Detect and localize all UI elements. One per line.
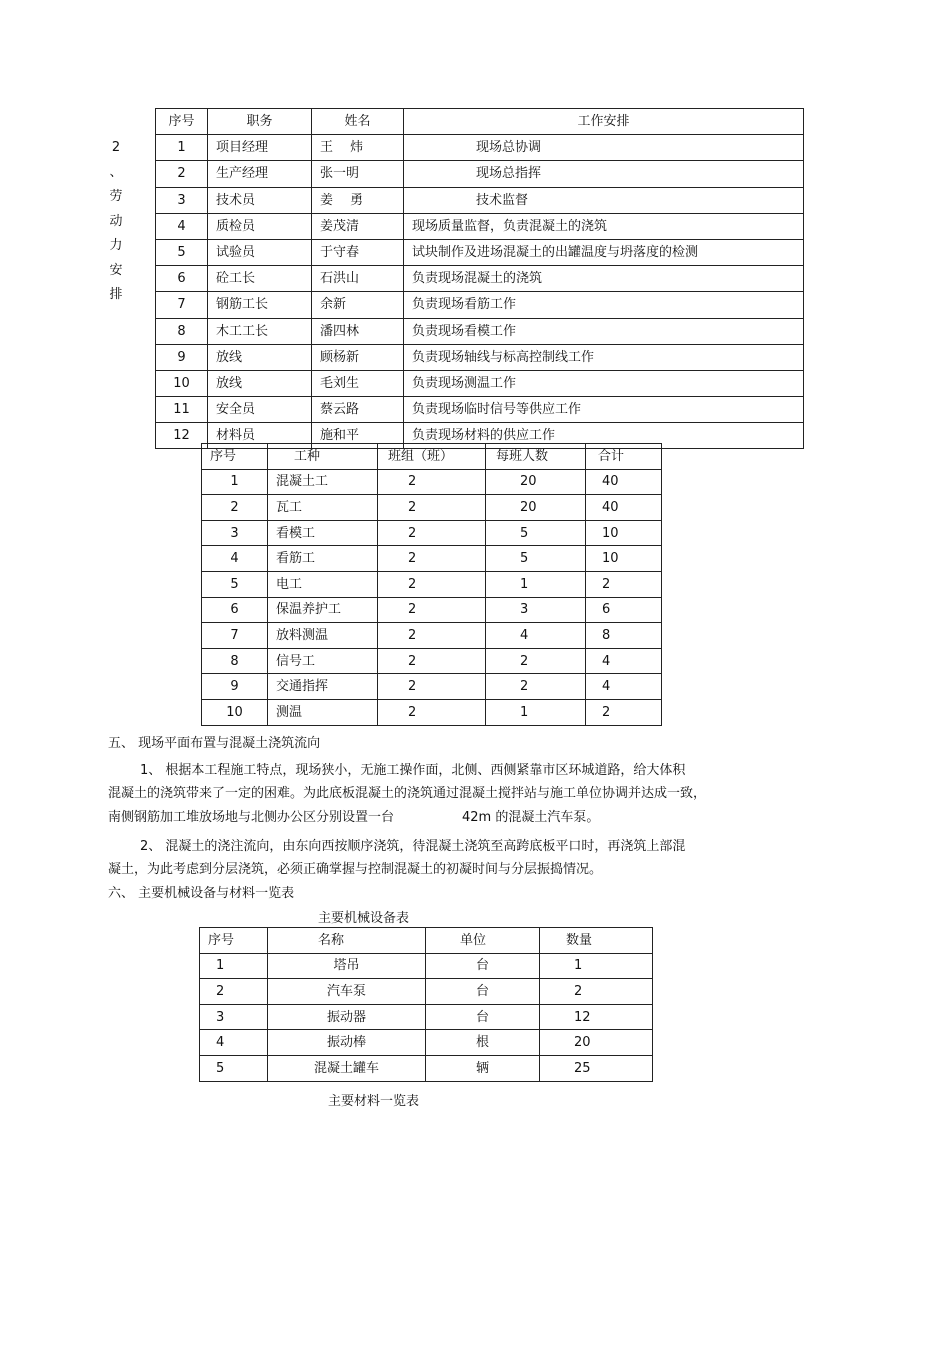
table-cell: 测温	[268, 699, 378, 725]
table-cell: 10	[156, 370, 208, 396]
section-2-label-char: 力	[109, 238, 123, 253]
table-cell: 钢筋工长	[208, 292, 312, 318]
table-cell: 生产经理	[208, 161, 312, 187]
table-cell: 10	[586, 520, 662, 546]
table-row	[200, 953, 653, 979]
table-cell: 塔吊	[268, 953, 426, 979]
table-cell: 5	[202, 571, 268, 597]
table-cell: 9	[156, 344, 208, 370]
table-cell: 混凝土罐车	[268, 1055, 426, 1081]
table-header-cell: 每班人数	[486, 444, 586, 470]
table-row	[156, 370, 804, 396]
table-cell: 保温养护工	[268, 597, 378, 623]
table-header-cell: 工种	[268, 444, 378, 470]
section-2-label-char: 劳	[109, 189, 123, 204]
table-cell: 11	[156, 397, 208, 423]
table-cell: 负责现场看模工作	[404, 318, 804, 344]
table-cell: 4	[486, 623, 586, 649]
table-cell: 2	[202, 495, 268, 521]
table-cell: 施和平	[312, 423, 404, 449]
table-cell: 7	[202, 623, 268, 649]
table-row	[200, 979, 653, 1005]
table-cell: 2	[378, 648, 486, 674]
table-cell: 试验员	[208, 239, 312, 265]
table-cell: 混凝土工	[268, 469, 378, 495]
table-row	[156, 187, 804, 213]
table-cell: 姜 勇	[312, 187, 404, 213]
table-cell: 3	[486, 597, 586, 623]
section-2-label-char: 安	[109, 262, 123, 278]
table-cell: 10	[202, 699, 268, 725]
table-cell: 4	[156, 213, 208, 239]
table-row	[202, 571, 662, 597]
table-cell: 现场总协调	[404, 135, 804, 161]
section-2-label-char: 排	[109, 287, 123, 302]
table-cell: 2	[378, 546, 486, 572]
table-cell: 放线	[208, 344, 312, 370]
table-cell: 负责现场材料的供应工作	[404, 423, 804, 449]
table-header-cell: 名称	[268, 928, 426, 954]
table-cell: 台	[426, 979, 540, 1005]
table-cell: 2	[200, 979, 268, 1005]
table-cell: 12	[156, 423, 208, 449]
table-row	[200, 1004, 653, 1030]
table-header-cell: 合计	[586, 444, 662, 470]
table-cell: 40	[586, 469, 662, 495]
table-cell: 现场总指挥	[404, 161, 804, 187]
table-cell: 振动棒	[268, 1030, 426, 1056]
table-cell: 8	[202, 648, 268, 674]
table-cell: 石洪山	[312, 266, 404, 292]
table-row	[156, 213, 804, 239]
table-cell: 振动器	[268, 1004, 426, 1030]
table-row	[156, 161, 804, 187]
table-cell: 汽车泵	[268, 979, 426, 1005]
table-row	[156, 344, 804, 370]
table-cell: 交通指挥	[268, 674, 378, 700]
table-cell: 电工	[268, 571, 378, 597]
materials-table-caption: 主要材料一览表	[328, 1094, 420, 1109]
table-header-cell: 序号	[202, 444, 268, 470]
table-cell: 20	[540, 1030, 653, 1056]
table-cell: 技术员	[208, 187, 312, 213]
labor-table	[201, 443, 662, 726]
section-2-label-char: 2 、	[109, 140, 123, 180]
table-cell: 毛刘生	[312, 370, 404, 396]
table-row	[200, 1055, 653, 1081]
table-row	[156, 266, 804, 292]
table-cell: 4	[200, 1030, 268, 1056]
table-cell: 负责现场临时信号等供应工作	[404, 397, 804, 423]
table-cell: 5	[486, 520, 586, 546]
table-cell: 放线	[208, 370, 312, 396]
table-cell: 5	[156, 239, 208, 265]
table-row	[156, 318, 804, 344]
table-cell: 负责现场测温工作	[404, 370, 804, 396]
table-cell: 于守春	[312, 239, 404, 265]
table-row	[156, 239, 804, 265]
table-cell: 负责现场轴线与标高控制线工作	[404, 344, 804, 370]
table-cell: 姜茂清	[312, 213, 404, 239]
table-row	[202, 699, 662, 725]
section-2-label-char: 动	[109, 213, 123, 229]
table-header-row	[200, 928, 653, 954]
table-row	[202, 520, 662, 546]
table-cell: 看筋工	[268, 546, 378, 572]
table-cell: 8	[586, 623, 662, 649]
table-cell: 材料员	[208, 423, 312, 449]
table-cell: 40	[586, 495, 662, 521]
table-cell: 安全员	[208, 397, 312, 423]
table-header-cell: 序号	[156, 109, 208, 135]
table-cell: 1	[156, 135, 208, 161]
table-header-cell: 单位	[426, 928, 540, 954]
table-cell: 木工工长	[208, 318, 312, 344]
table-cell: 10	[586, 546, 662, 572]
table-cell: 1	[540, 953, 653, 979]
paragraph-1-line: 1、 根据本工程施工特点，现场狭小，无施工操作面，北侧、西侧紧靠市区环城道路，给大体积	[140, 763, 686, 778]
table-cell: 20	[486, 469, 586, 495]
table-cell: 负责现场混凝土的浇筑	[404, 266, 804, 292]
table-row	[156, 135, 804, 161]
section-2-label	[106, 136, 126, 308]
table-cell: 3	[202, 520, 268, 546]
table-cell: 12	[540, 1004, 653, 1030]
table-cell: 试块制作及进场混凝土的出罐温度与坍落度的检测	[404, 239, 804, 265]
table-cell: 8	[156, 318, 208, 344]
table-cell: 台	[426, 953, 540, 979]
table-cell: 1	[486, 699, 586, 725]
table-cell: 2	[156, 161, 208, 187]
table-row	[202, 674, 662, 700]
table-cell: 5	[486, 546, 586, 572]
table-cell: 2	[586, 699, 662, 725]
equipment-table-caption: 主要机械设备表	[318, 911, 410, 926]
table-cell: 6	[202, 597, 268, 623]
table-cell: 蔡云路	[312, 397, 404, 423]
table-cell: 潘四林	[312, 318, 404, 344]
table-row	[202, 546, 662, 572]
table-cell: 2	[378, 623, 486, 649]
paragraph-1-line: 南侧钢筋加工堆放场地与北侧办公区分别设置一台	[108, 810, 395, 825]
table-cell: 2	[378, 520, 486, 546]
table-row	[202, 495, 662, 521]
table-cell: 4	[202, 546, 268, 572]
table-cell: 辆	[426, 1055, 540, 1081]
section-6-heading: 六、 主要机械设备与材料一览表	[108, 886, 295, 901]
table-cell: 1	[200, 953, 268, 979]
table-cell: 2	[378, 469, 486, 495]
table-cell: 7	[156, 292, 208, 318]
table-row	[200, 1030, 653, 1056]
paragraph-2-line: 凝土，为此考虑到分层浇筑，必须正确掌握与控制混凝土的初凝时间与分层振捣情况。	[108, 862, 603, 877]
table-row	[202, 597, 662, 623]
table-cell: 1	[486, 571, 586, 597]
table-cell: 2	[486, 674, 586, 700]
table-header-row	[202, 444, 662, 470]
table-cell: 瓦工	[268, 495, 378, 521]
table-cell: 放料测温	[268, 623, 378, 649]
table-cell: 王 炜	[312, 135, 404, 161]
table-cell: 9	[202, 674, 268, 700]
table-cell: 质检员	[208, 213, 312, 239]
table-cell: 20	[486, 495, 586, 521]
table-header-cell: 姓名	[312, 109, 404, 135]
table-cell: 1	[202, 469, 268, 495]
paragraph-1-line: 混凝土的浇筑带来了一定的困难。为此底板混凝土的浇筑通过混凝土搅拌站与施工单位协调并达成一致，	[108, 786, 707, 801]
table-cell: 技术监督	[404, 187, 804, 213]
table-header-cell: 数量	[540, 928, 653, 954]
table-cell: 张一明	[312, 161, 404, 187]
table-cell: 2	[378, 699, 486, 725]
table-cell: 现场质量监督，负责混凝土的浇筑	[404, 213, 804, 239]
table-row	[156, 292, 804, 318]
table-cell: 2	[586, 571, 662, 597]
paragraph-1-line: 42m 的混凝土汽车泵。	[462, 810, 600, 825]
table-cell: 台	[426, 1004, 540, 1030]
table-cell: 负责现场看筋工作	[404, 292, 804, 318]
table-row	[202, 648, 662, 674]
table-cell: 4	[586, 674, 662, 700]
table-cell: 信号工	[268, 648, 378, 674]
table-cell: 5	[200, 1055, 268, 1081]
table-cell: 3	[156, 187, 208, 213]
table-cell: 2	[378, 495, 486, 521]
table-cell: 2	[378, 674, 486, 700]
table-cell: 项目经理	[208, 135, 312, 161]
table-row	[202, 469, 662, 495]
table-cell: 4	[586, 648, 662, 674]
table-cell: 25	[540, 1055, 653, 1081]
table-cell: 2	[378, 571, 486, 597]
table-cell: 根	[426, 1030, 540, 1056]
table-cell: 6	[156, 266, 208, 292]
table-cell: 顾杨新	[312, 344, 404, 370]
table-header-cell: 工作安排	[404, 109, 804, 135]
table-cell: 看模工	[268, 520, 378, 546]
table-header-row	[156, 109, 804, 135]
equipment-table	[199, 927, 653, 1082]
table-header-cell: 序号	[200, 928, 268, 954]
paragraph-2-line: 2、 混凝土的浇注流向，由东向西按顺序浇筑，待混凝土浇筑至高跨底板平口时，再浇筑上部混	[140, 839, 686, 854]
table-row	[202, 623, 662, 649]
table-cell: 2	[540, 979, 653, 1005]
table-header-cell: 班组（班）	[378, 444, 486, 470]
table-cell: 2	[378, 597, 486, 623]
table-row	[156, 397, 804, 423]
table-cell: 6	[586, 597, 662, 623]
table-cell: 砼工长	[208, 266, 312, 292]
table-cell: 余新	[312, 292, 404, 318]
staff-table	[155, 108, 804, 449]
section-5-heading: 五、 现场平面布置与混凝土浇筑流向	[108, 736, 321, 751]
table-header-cell: 职务	[208, 109, 312, 135]
table-cell: 2	[486, 648, 586, 674]
table-cell: 3	[200, 1004, 268, 1030]
